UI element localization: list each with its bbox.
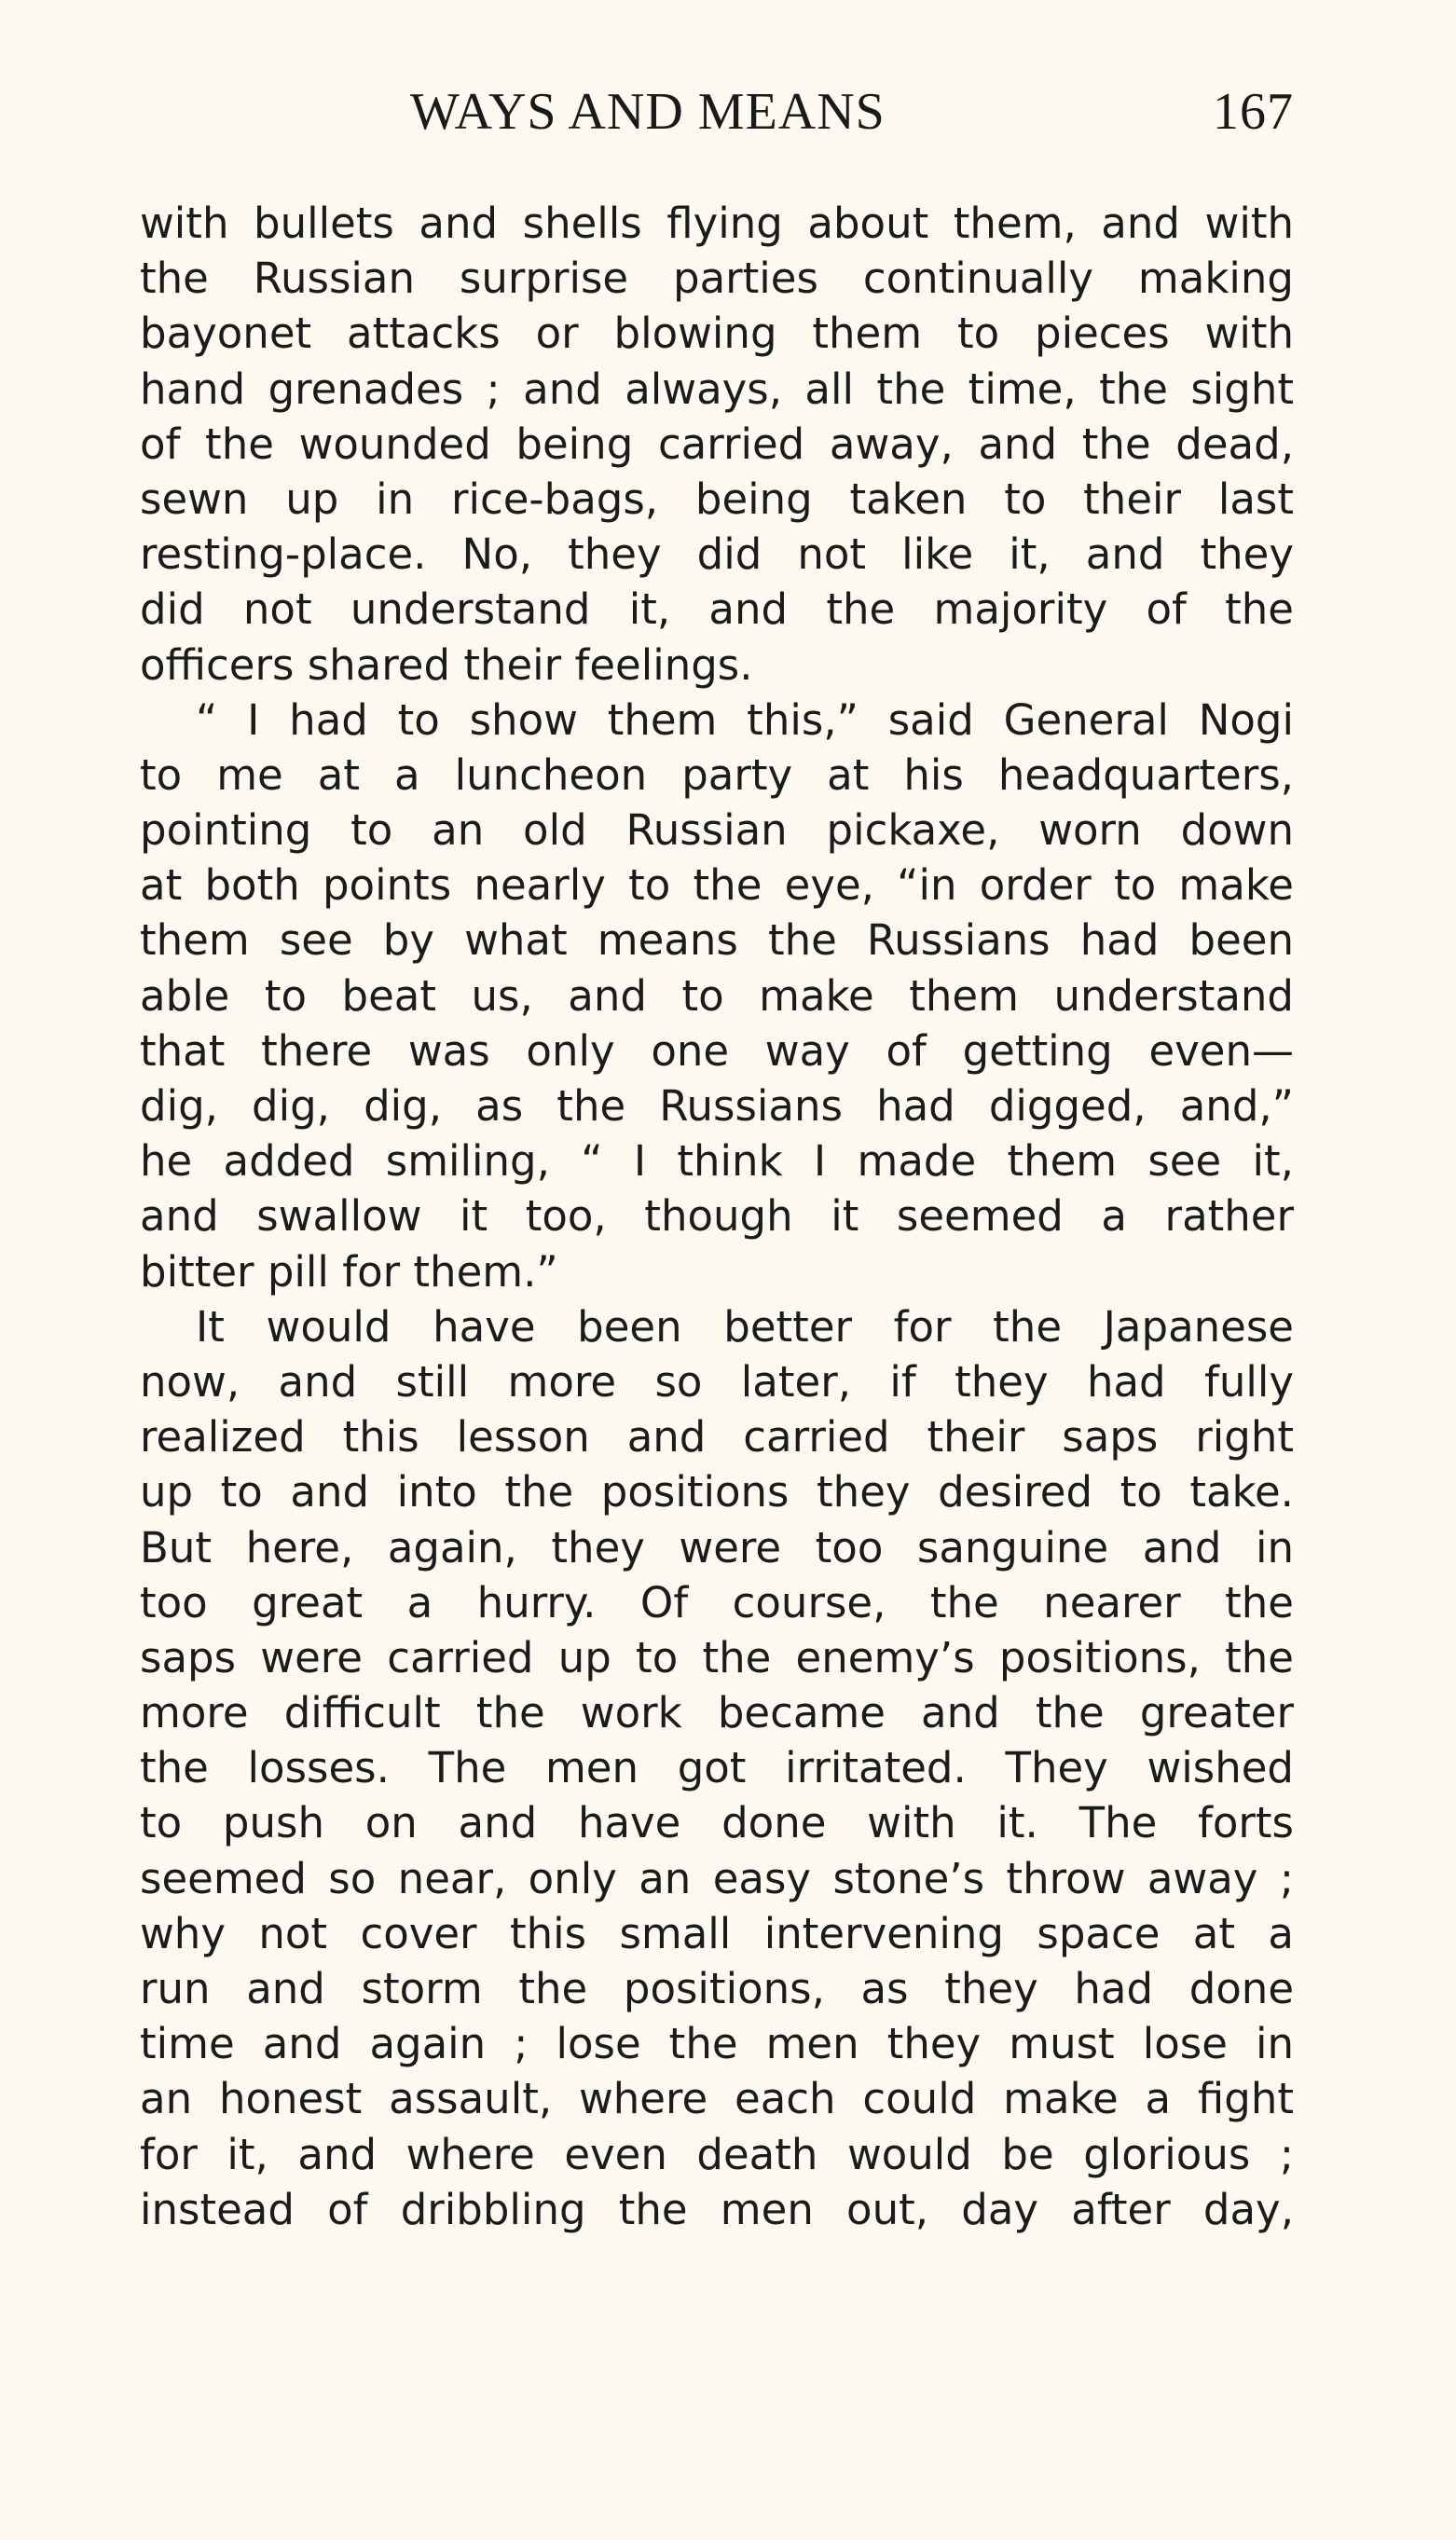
text-line: up to and into the positions they desired to take. (140, 1467, 1294, 1517)
text-line: them see by what means the Russians had been (140, 915, 1294, 966)
running-title: WAYS AND MEANS (410, 83, 886, 141)
text-line: at both points nearly to the eye, “in order to make (140, 860, 1294, 911)
text-line: realized this lesson and carried their saps right (140, 1412, 1294, 1462)
text-line: pointing to an old Russian pickaxe, worn down (140, 805, 1294, 856)
text-line: that there was only one way of getting even— (140, 1025, 1294, 1076)
text-line: time and again ; lose the men they must lose in (140, 2019, 1294, 2069)
text-line: to me at a luncheon party at his headquarters, (140, 749, 1294, 800)
text-line: now, and still more so later, if they had fully (140, 1356, 1294, 1407)
text-line: seemed so near, only an easy stone’s throw away ; (140, 1853, 1294, 1903)
text-line: with bullets and shells flying about them, and with (140, 199, 1294, 248)
text-line: officers shared their feelings. (140, 639, 753, 690)
text-line: hand grenades ; and always, all the time, the sight (140, 364, 1294, 414)
text-line: instead of dribbling the men out, day after day, (140, 2184, 1294, 2234)
text-line: “ I had to show them this,” said General Nogi (196, 694, 1294, 745)
text-line: why not cover this small intervening space at a (140, 1908, 1294, 1958)
text-line: the Russian surprise parties continually making (140, 254, 1294, 304)
text-line: dig, dig, dig, as the Russians had digged, and,” (140, 1081, 1294, 1131)
text-line: to push on and have done with it. The forts (140, 1798, 1294, 1848)
text-line: for it, and where even death would be glorious ; (140, 2129, 1294, 2179)
text-line: It would have been better for the Japanese (196, 1301, 1294, 1352)
running-head (140, 82, 1294, 147)
text-line: bayonet attacks or blowing them to pieces with (140, 309, 1294, 359)
text-line: run and storm the positions, as they had done (140, 1964, 1294, 2013)
text-line: did not understand it, and the majority of the (140, 584, 1294, 635)
text-line: he added smiling, “ I think I made them see it, (140, 1136, 1294, 1187)
text-line: saps were carried up to the enemy’s positions, the (140, 1632, 1294, 1682)
text-line: bitter pill for them.” (140, 1246, 558, 1297)
text-line: of the wounded being carried away, and the dead, (140, 419, 1294, 469)
page-number: 167 (1213, 83, 1294, 141)
text-line: able to beat us, and to make them understand (140, 970, 1294, 1021)
text-line: But here, again, they were too sanguine and in (140, 1522, 1294, 1572)
body-text (140, 196, 1294, 2237)
text-line: more difficult the work became and the greater (140, 1688, 1294, 1738)
text-line: and swallow it too, though it seemed a rather (140, 1191, 1294, 1242)
text-line: resting-place. No, they did not like it, and they (140, 529, 1294, 580)
text-line: the losses. The men got irritated. They wished (140, 1743, 1294, 1793)
text-line: sewn up in rice-bags, being taken to their last (140, 474, 1294, 524)
text-line: an honest assault, where each could make a fight (140, 2074, 1294, 2124)
text-line: too great a hurry. Of course, the nearer the (140, 1577, 1294, 1627)
